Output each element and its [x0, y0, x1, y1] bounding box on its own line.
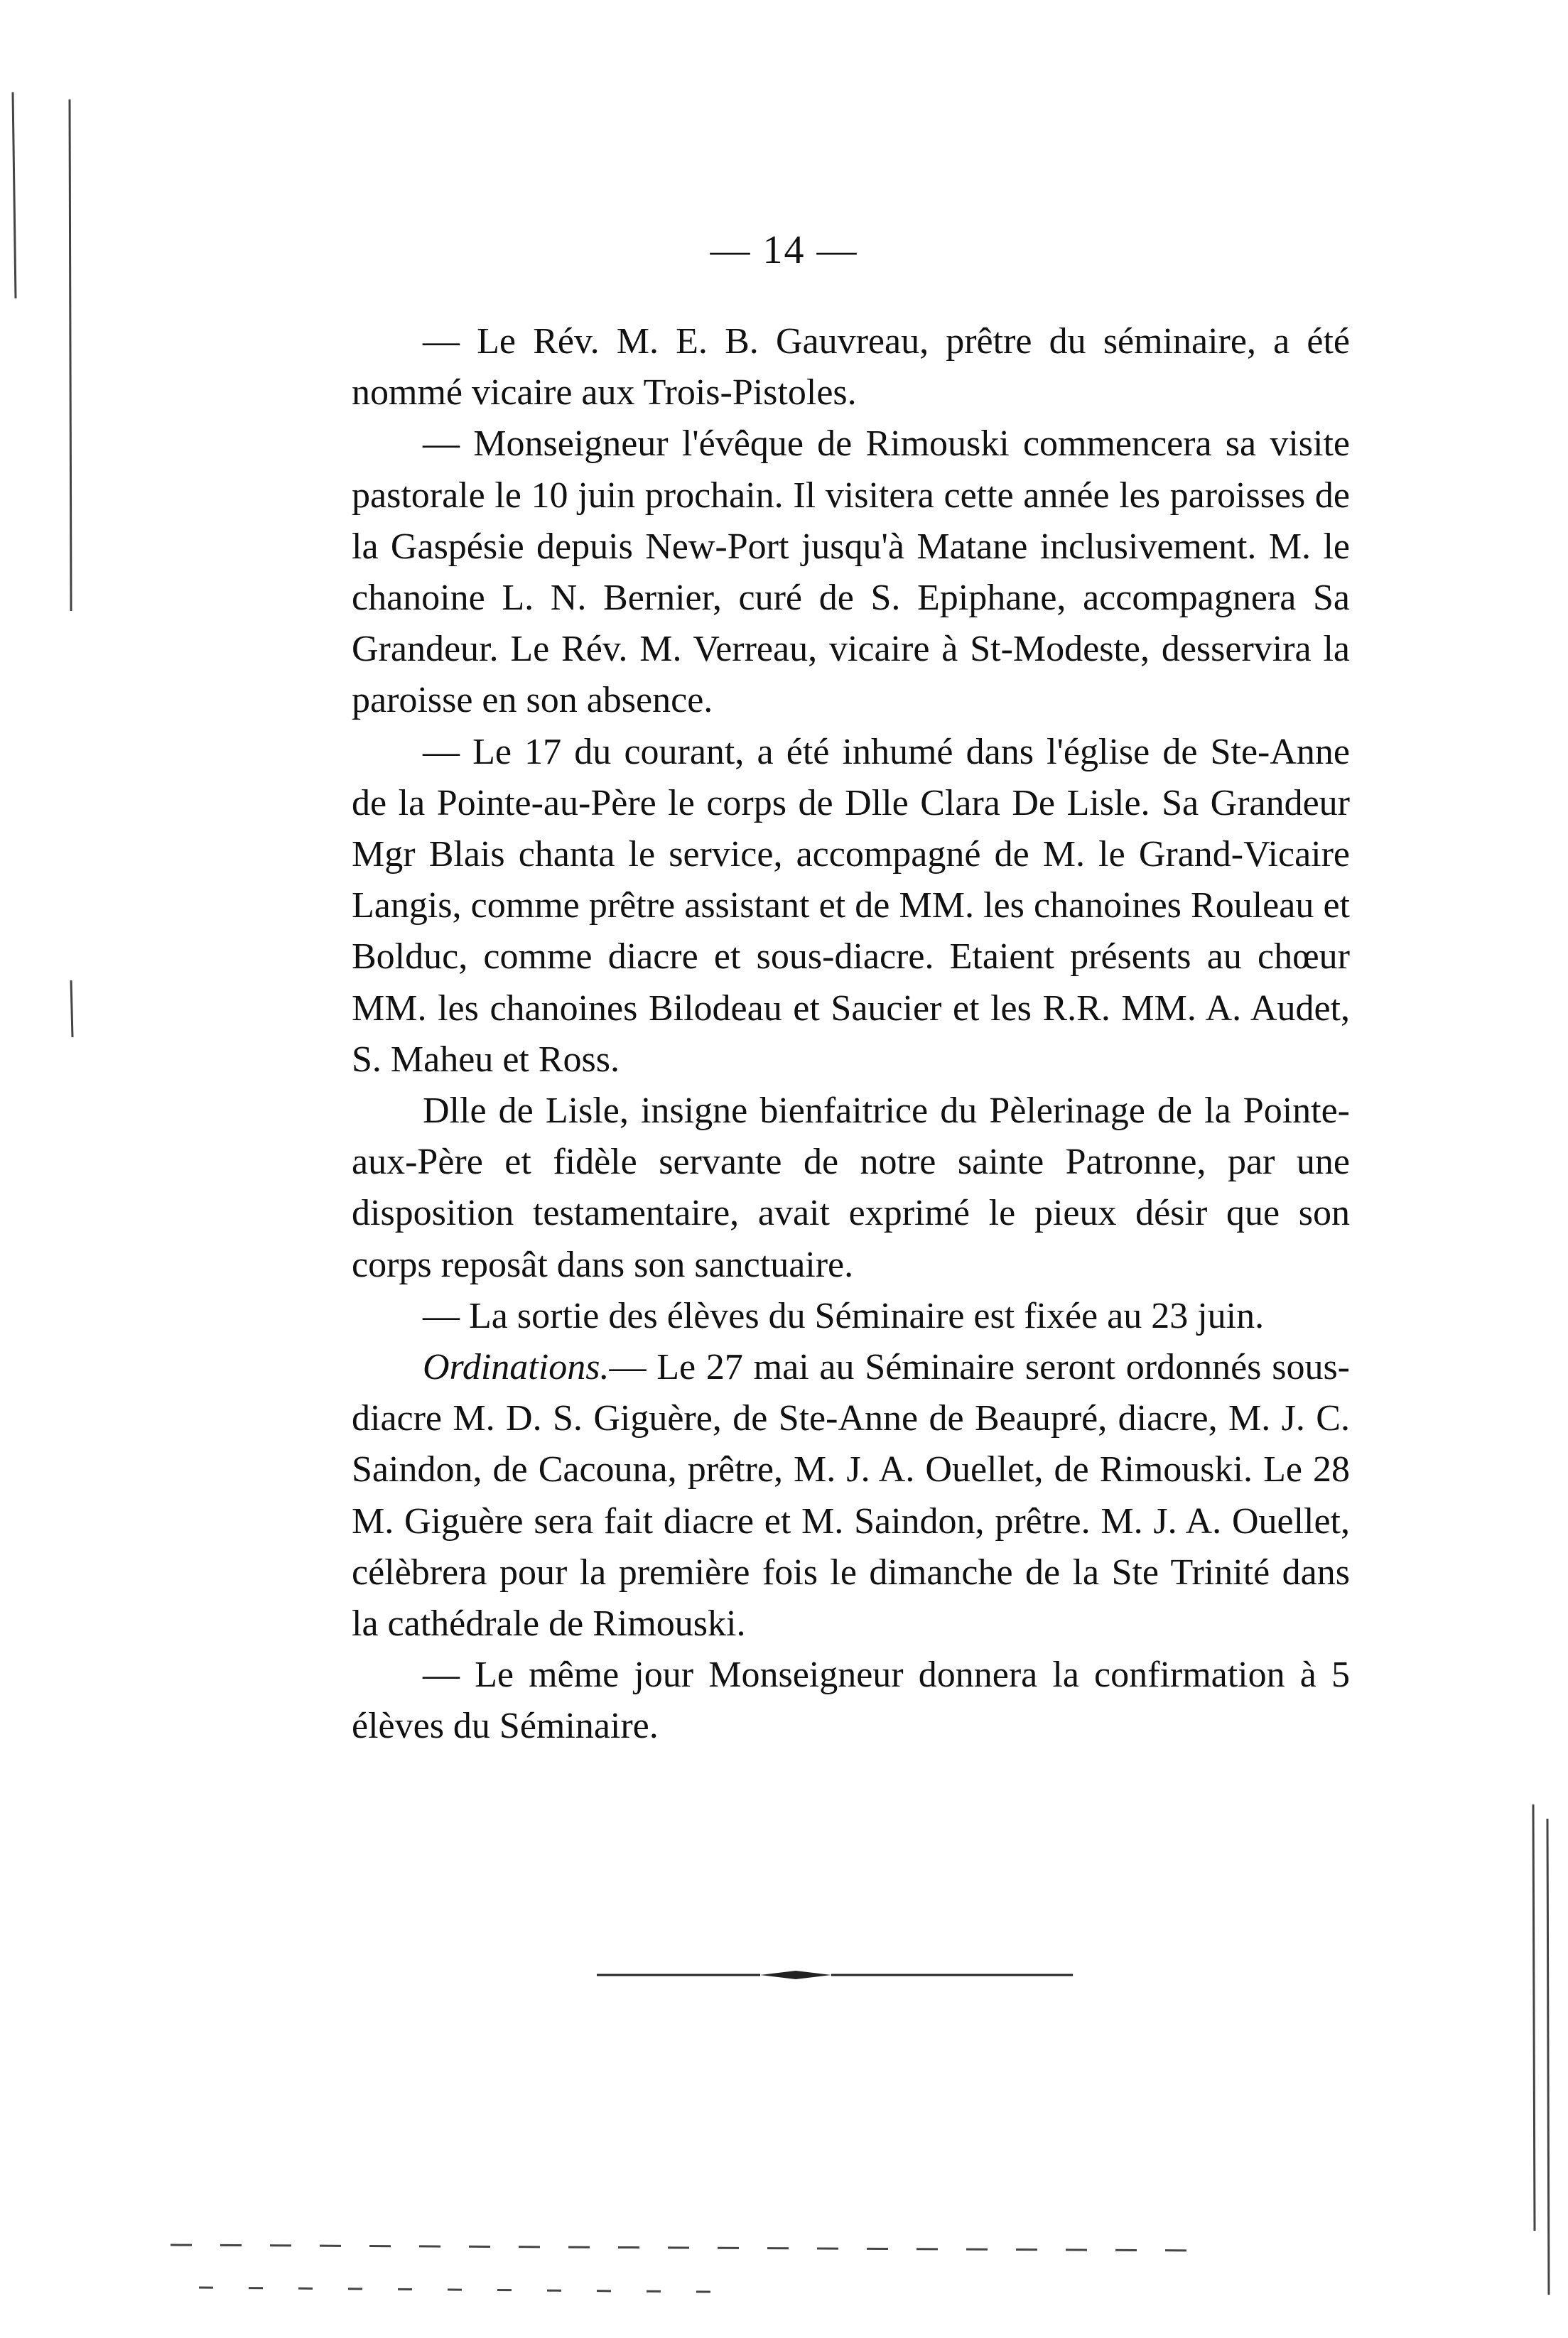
paragraph-de-lisle: Dlle de Lisle, insigne bienfaitrice du Pèlerinage de la Pointe-aux-Père et fidèle servante de notre sainte Patronne, par une disposition testamentaire, avait exprimé le pieux désir que son corps reposât dans son sanctuaire. [352, 1090, 1350, 1285]
paragraph-sortie: — La sortie des élèves du Séminaire est fixée au 23 juin. [423, 1295, 1265, 1336]
paragraph-burial: — Le 17 du courant, a été inhumé dans l'église de Ste-Anne de la Pointe-au-Père le corps de Dlle Clara De Lisle. Sa Grandeur Mgr Blais chanta le service, accompagné de M. le Grand-Vicaire Langis, comme prêtre assistant et de MM. les chanoines Rouleau et Bolduc, comme diacre et sous-diacre. Etaient présents au chœur MM. les chanoines Bilodeau et Saucier et les R.R. MM. A. Audet, S. Maheu et Ross. [352, 731, 1350, 1080]
ordinations-heading: Ordinations. [423, 1347, 610, 1388]
closing-ornament-rule [0, 1964, 1568, 1986]
paragraph-ordinations [352, 1342, 1350, 1650]
page-number: — 14 — [710, 228, 858, 272]
paragraph-confirmation: — Le même jour Monseigneur donnera la confirmation à 5 élèves du Séminaire. [352, 1655, 1350, 1747]
paragraph-gauvreau: — Le Rév. M. E. B. Gauvreau, prêtre du séminaire, a été nommé vicaire aux Trois-Pistoles. [352, 321, 1350, 413]
article-body [352, 316, 1350, 1753]
ordinations-text: — Le 27 mai au Séminaire seront ordonnés sous-diacre M. D. S. Giguère, de Ste-Anne de Beaupré, diacre, M. J. C. Saindon, de Cacouna, prêtre, M. J. A. Ouellet, de Rimouski. Le 28 M. Giguère sera fait diacre et M. Saindon, prêtre. M. J. A. Ouellet, célèbrera pour la première fois le dimanche de la Ste Trinité dans la cathédrale de Rimouski. [352, 1347, 1350, 1645]
paragraph-pastoral-visit: — Monseigneur l'évêque de Rimouski commencera sa visite pastorale le 10 juin prochain. Il visitera cette année les paroisses de la Gaspésie depuis New-Port jusqu'à Matane inclusivement. M. le chanoine L. N. Bernier, curé de S. Epiphane, accompagnera Sa Grandeur. Le Rév. M. Verreau, vicaire à St-Modeste, desservira la paroisse en son absence. [352, 423, 1350, 721]
